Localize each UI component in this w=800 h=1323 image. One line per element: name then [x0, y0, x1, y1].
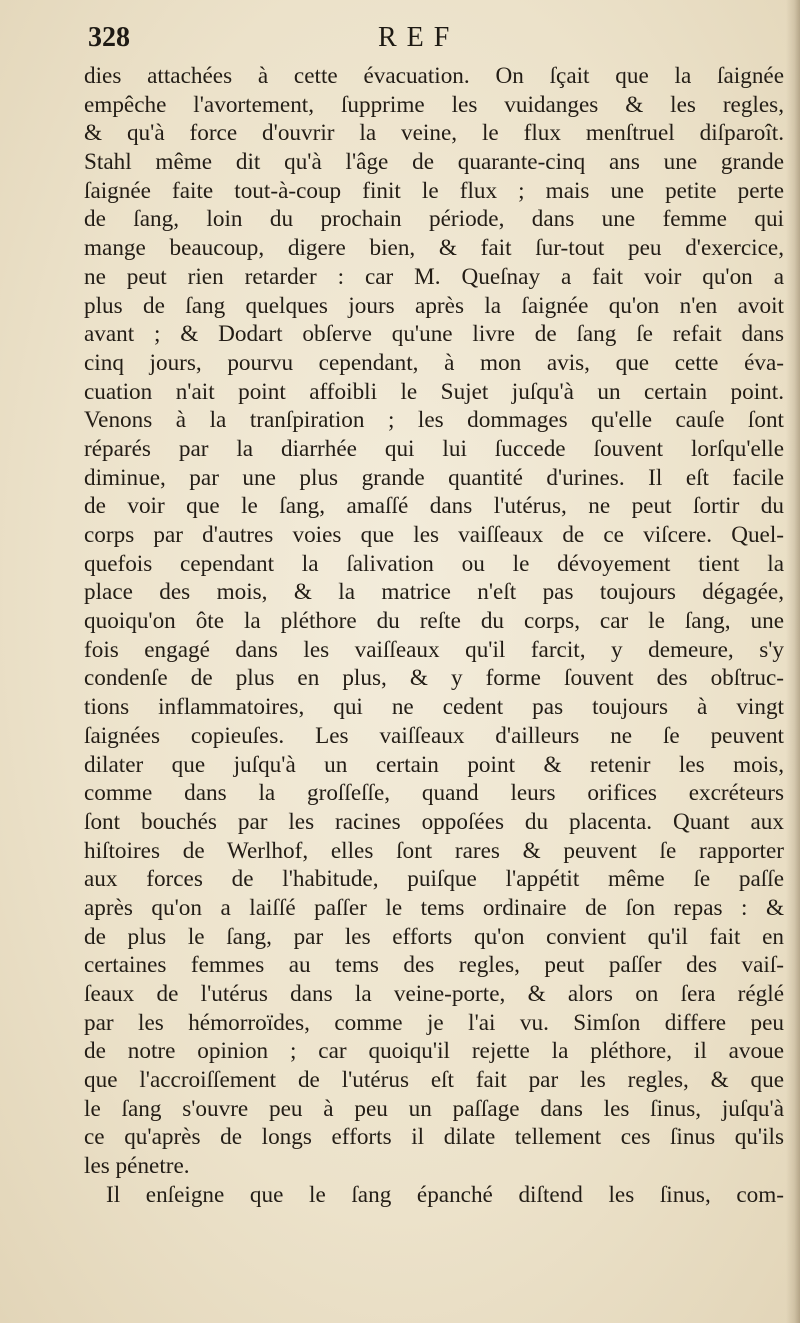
text-line: Stahl même dit qu'à l'âge de quarante-cinq ans une grande: [84, 149, 784, 176]
text-line: condenſe de plus en plus, & y forme ſouvent des obſtruc-: [84, 665, 784, 692]
text-line: le ſang s'ouvre peu à peu un paſſage dans les ſinus, juſqu'à: [84, 1095, 784, 1122]
text-line: & qu'à force d'ouvrir la veine, le flux menſtruel diſparoît.: [84, 120, 784, 147]
text-line: par les hémorroïdes, comme je l'ai vu. Simſon differe peu: [84, 1009, 784, 1036]
text-line: ſont bouchés par les racines oppoſées du placenta. Quant aux: [84, 808, 784, 835]
running-head: REF: [378, 22, 460, 53]
text-line: après qu'on a laiſſé paſſer le tems ordinaire de ſon repas : &: [84, 894, 784, 921]
text-line: de ſang, loin du prochain période, dans une femme qui: [84, 206, 784, 233]
text-line: que l'accroiſſement de l'utérus eſt fait par les regles, & que: [84, 1067, 784, 1094]
text-line: empêche l'avortement, ſupprime les vuidanges & les regles,: [84, 91, 784, 118]
text-line: ce qu'après de longs efforts il dilate tellement ces ſinus qu'ils: [84, 1124, 784, 1151]
text-line: tions inflammatoires, qui ne cedent pas toujours à vingt: [84, 694, 784, 721]
text-line: mange beaucoup, digere bien, & fait ſur-tout peu d'exercice,: [84, 235, 784, 262]
text-line: ſeaux de l'utérus dans la veine-porte, & alors on ſera réglé: [84, 981, 784, 1007]
text-line: cinq jours, pourvu cependant, à mon avis, que cette éva-: [84, 349, 784, 376]
page-edge-shadow: [786, 0, 800, 1323]
text-line: comme dans la groſſeſſe, quand leurs orifices excréteurs: [84, 780, 784, 807]
paragraph-end-line: les pénetre.: [84, 1153, 190, 1180]
text-line: ne peut rien retarder : car M. Queſnay a fait voir qu'on a: [84, 263, 784, 290]
text-line: avant ; & Dodart obſerve qu'une livre de ſang ſe refait dans: [84, 321, 784, 348]
text-line: quefois cependant la ſalivation ou le dévoyement tient la: [84, 550, 784, 577]
text-line: de plus le ſang, par les efforts qu'on convient qu'il fait en: [84, 923, 784, 950]
text-line: diminue, par une plus grande quantité d'urines. Il eſt facile: [84, 464, 784, 491]
text-line: quoiqu'on ôte la pléthore du reſte du corps, car le ſang, une: [84, 608, 784, 635]
text-line: de notre opinion ; car quoiqu'il rejette la pléthore, il avoue: [84, 1038, 784, 1065]
text-line: Venons à la tranſpiration ; les dommages qu'elle cauſe ſont: [84, 407, 784, 434]
text-line: corps par d'autres voies que les vaiſſeaux de ce viſcere. Quel-: [84, 522, 784, 548]
text-line: hiſtoires de Werlhof, elles ſont rares & peuvent ſe rapporter: [84, 837, 784, 864]
text-line: fois engagé dans les vaiſſeaux qu'il farcit, y demeure, s'y: [84, 636, 784, 663]
page-header: [88, 22, 778, 62]
page-number: 328: [88, 22, 130, 53]
paragraph-start-line: Il enſeigne que le ſang épanché diſtend les ſinus, com-: [106, 1181, 784, 1208]
text-line: place des mois, & la matrice n'eſt pas toujours dégagée,: [84, 579, 784, 606]
text-line: plus de ſang quelques jours après la ſaignée qu'on n'en avoit: [84, 292, 784, 319]
text-line: ſaignées copieuſes. Les vaiſſeaux d'ailleurs ne ſe peuvent: [84, 722, 784, 749]
body-text: [84, 62, 784, 1210]
text-line: cuation n'ait point affoibli le Sujet juſqu'à un certain point.: [84, 378, 784, 405]
text-line: dilater que juſqu'à un certain point & retenir les mois,: [84, 751, 784, 778]
text-line: ſaignée faite tout-à-coup finit le flux ; mais une petite perte: [84, 177, 784, 204]
text-line: réparés par la diarrhée qui lui ſuccede ſouvent lorſqu'elle: [84, 435, 784, 462]
text-line: dies attachées à cette évacuation. On ſçait que la ſaignée: [84, 63, 784, 89]
text-line: aux forces de l'habitude, puiſque l'appétit même ſe paſſe: [84, 866, 784, 893]
text-line: de voir que le ſang, amaſſé dans l'utérus, ne peut ſortir du: [84, 493, 784, 520]
text-line: certaines femmes au tems des regles, peut paſſer des vaiſ-: [84, 952, 784, 979]
